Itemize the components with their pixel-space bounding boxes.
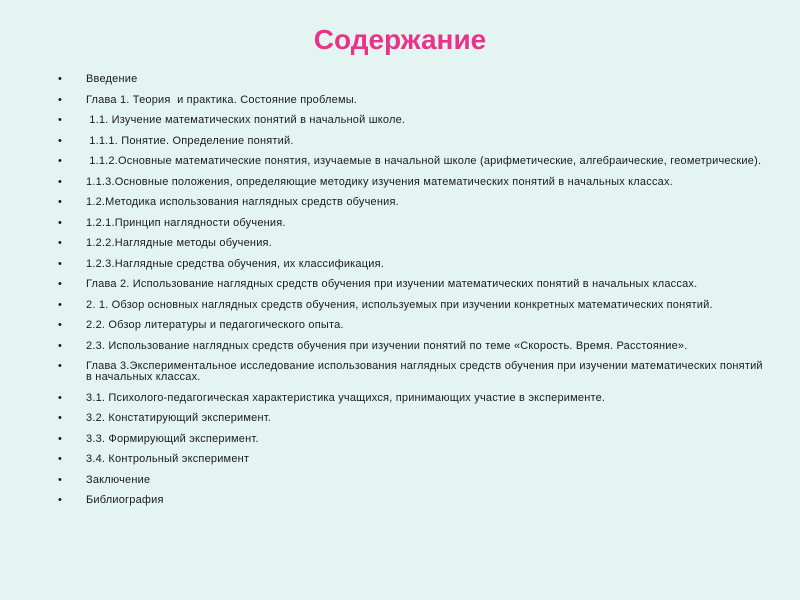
toc-item-text: 3.4. Контрольный эксперимент	[86, 453, 250, 465]
bullet-icon: •	[58, 216, 63, 229]
toc-item-text: Библиография	[86, 494, 164, 506]
toc-item-text: 1.1. Изучение математических понятий в начальной школе.	[86, 114, 406, 126]
toc-item	[58, 177, 770, 188]
toc-item	[58, 238, 770, 249]
toc-item	[58, 413, 770, 424]
toc-item-text: Заключение	[86, 473, 151, 486]
toc-item	[58, 475, 770, 486]
bullet-icon: •	[58, 73, 63, 85]
toc-item-text: Глава 3.Экспериментальное исследование использования наглядных средств обучения при изучении математических понятий в начальных классах.	[86, 360, 767, 383]
toc-item	[58, 320, 770, 331]
bullet-icon: •	[58, 196, 63, 208]
toc-item	[58, 156, 770, 167]
toc-item	[58, 197, 770, 208]
toc-item	[58, 218, 770, 229]
toc-item	[58, 300, 770, 311]
bullet-icon: •	[58, 155, 63, 167]
bullet-icon: •	[58, 93, 63, 106]
toc-item-text: 2. 1. Обзор основных наглядных средств обучения, используемых при изучении конкретных математических понятий.	[86, 298, 713, 311]
bullet-icon: •	[58, 175, 63, 188]
bullet-icon: •	[58, 360, 63, 372]
bullet-icon: •	[58, 453, 63, 465]
table-of-contents	[58, 74, 770, 516]
toc-item-text: Введение	[86, 73, 138, 85]
toc-item-text: 1.2.1.Принцип наглядности обучения.	[86, 216, 286, 229]
bullet-icon: •	[58, 298, 63, 311]
bullet-icon: •	[58, 391, 63, 404]
slide-title: Содержание	[313, 24, 487, 55]
toc-item-text: 1.1.3.Основные положения, определяющие методику изучения математических понятий в начальных классах.	[86, 175, 673, 188]
bullet-icon: •	[58, 473, 63, 486]
toc-item-text: 3.2. Констатирующий эксперимент.	[86, 412, 272, 424]
toc-item-text: 1.2.Методика использования наглядных средств обучения.	[86, 196, 399, 208]
bullet-icon: •	[58, 257, 63, 270]
bullet-icon: •	[58, 319, 63, 331]
toc-item-text: Глава 1. Теория и практика. Состояние проблемы.	[86, 93, 358, 106]
toc-item	[58, 259, 770, 270]
bullet-icon: •	[58, 494, 63, 506]
bullet-icon: •	[58, 412, 63, 424]
toc-item	[58, 361, 770, 383]
toc-item	[58, 393, 770, 404]
toc-item	[58, 495, 770, 506]
bullet-icon: •	[58, 432, 63, 445]
bullet-icon: •	[58, 237, 63, 249]
bullet-icon: •	[58, 134, 63, 147]
toc-item-text: 1.2.3.Наглядные средства обучения, их классификация.	[86, 257, 385, 270]
toc-item-text: 1.1.2.Основные математические понятия, изучаемые в начальной школе (арифметические, алгебраические, геометрические).	[86, 155, 762, 167]
toc-item	[58, 279, 770, 290]
toc-item-text: 3.1. Психолого-педагогическая характеристика учащихся, принимающих участие в эксперименте.	[86, 391, 606, 404]
toc-item-text: 1.1.1. Понятие. Определение понятий.	[86, 134, 294, 147]
bullet-icon: •	[58, 278, 63, 290]
toc-item	[58, 136, 770, 147]
toc-item	[58, 454, 770, 465]
toc-item	[58, 434, 770, 445]
toc-item-text: Глава 2. Использование наглядных средств обучения при изучении математических понятий в начальных классах.	[86, 278, 698, 290]
toc-item-text: 2.2. Обзор литературы и педагогического опыта.	[86, 319, 344, 331]
toc-item-text: 2.3. Использование наглядных средств обучения при изучении понятий по теме «Скорость. Время. Расстояние».	[86, 339, 688, 352]
bullet-icon: •	[58, 114, 63, 126]
toc-item-text: 3.3. Формирующий эксперимент.	[86, 432, 259, 445]
toc-item	[58, 115, 770, 126]
toc-item-text: 1.2.2.Наглядные методы обучения.	[86, 237, 272, 249]
toc-item	[58, 95, 770, 106]
toc-item	[58, 74, 770, 85]
bullet-icon: •	[58, 339, 63, 352]
toc-item	[58, 341, 770, 352]
